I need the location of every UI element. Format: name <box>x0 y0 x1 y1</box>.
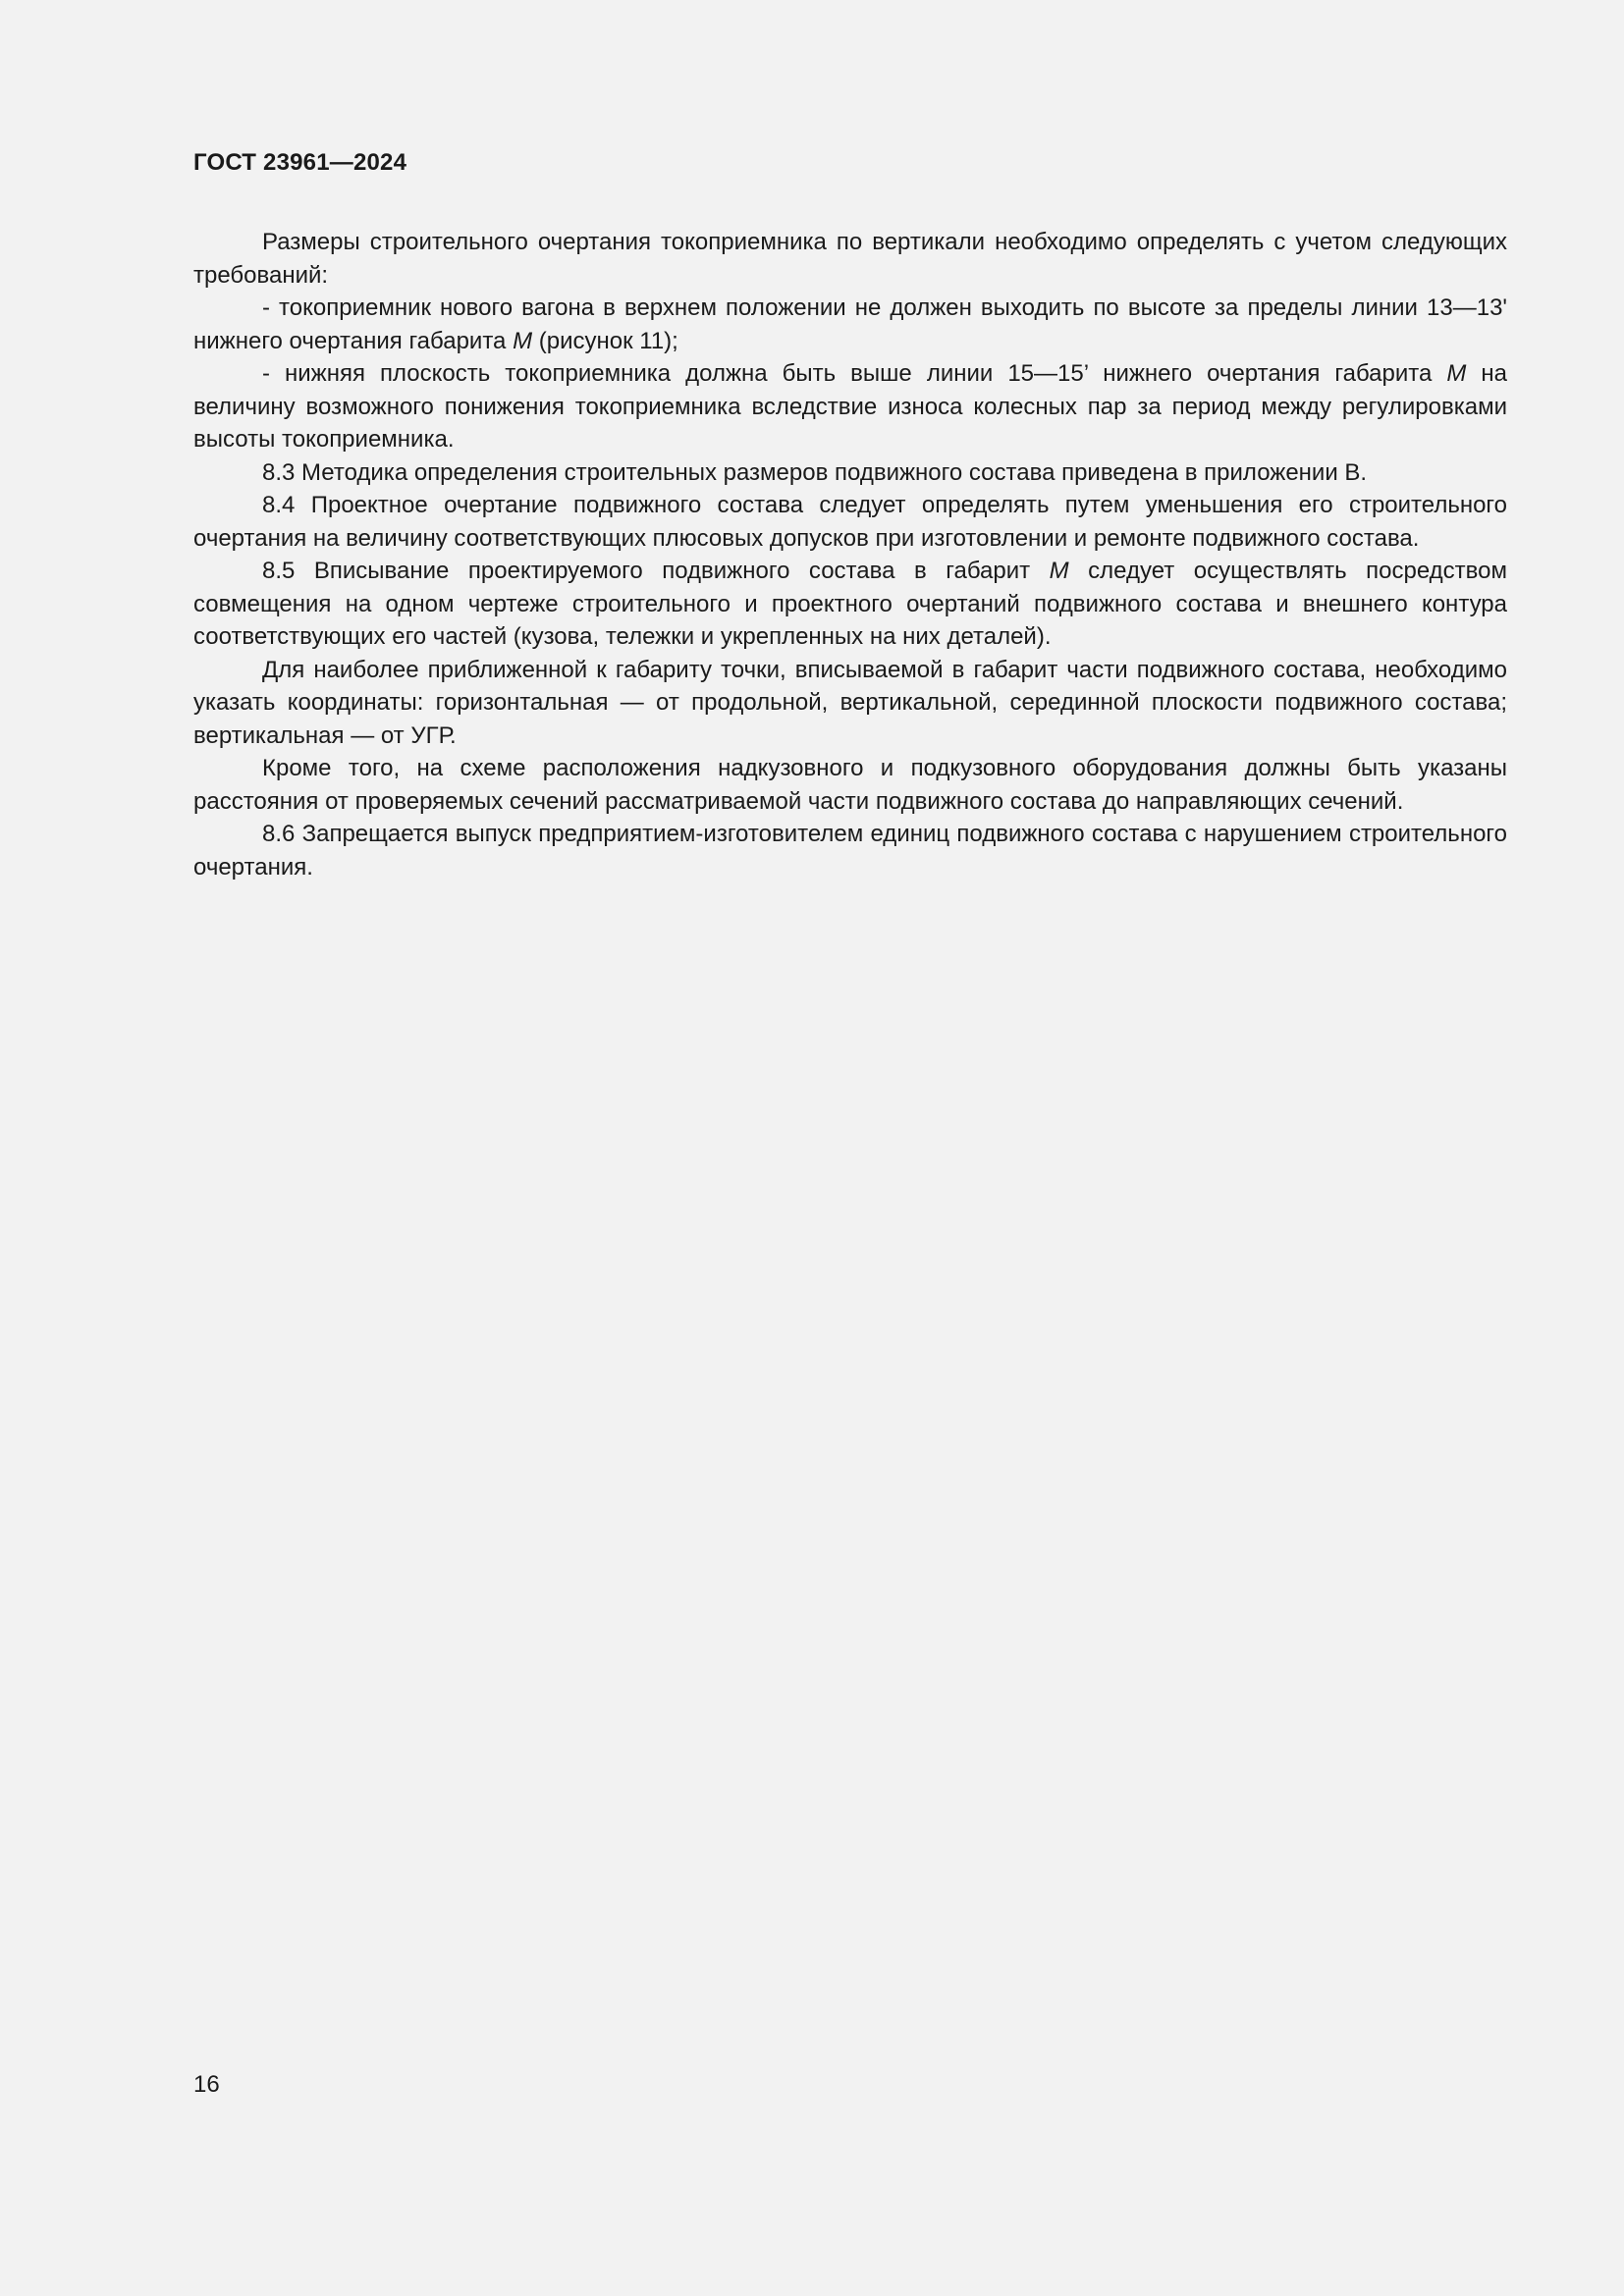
paragraph-tokopriemnik-intro: Размеры строительного очертания токоприемника по вертикали необходимо определять с учетом следующих требований: <box>193 229 1507 289</box>
paragraph-requirement-upper-position <box>193 292 1507 357</box>
gabarit-symbol: М <box>1049 558 1069 584</box>
paragraph-8-3: 8.3 Методика определения строительных размеров подвижного состава приведена в приложении В. <box>262 458 1368 486</box>
paragraph-coordinates: Для наиболее приближенной к габариту точки, вписываемой в габарит части подвижного состава, необходимо указать координаты: горизонтальная — от продольной, вертикальной, серединной плоскости подвижного состава; вертикальная — от УГР. <box>193 656 1507 749</box>
gabarit-symbol: М <box>513 327 533 354</box>
paragraph-requirement-lower-plane <box>193 357 1507 456</box>
page-number: 16 <box>193 2071 220 2098</box>
paragraph-8-4: 8.4 Проектное очертание подвижного состава следует определять путем уменьшения его строительного очертания на величину соответствующих плюсовых допусков при изготовлении и ремонте подвижного состава. <box>193 492 1507 552</box>
document-body <box>193 226 1507 883</box>
text-fragment: 8.5 Вписывание проектируемого подвижного состава в габарит <box>262 558 1050 584</box>
text-fragment: - токоприемник нового вагона в верхнем положении не должен выходить по высоте за пределы линии 13—13' нижнего очертания габарита <box>193 294 1507 354</box>
text-fragment: (рисунок 11); <box>532 327 678 354</box>
text-fragment: - нижняя плоскость токоприемника должна быть выше линии 15—15’ нижнего очертания габарита <box>262 360 1447 387</box>
document-code-header: ГОСТ 23961—2024 <box>193 149 407 176</box>
paragraph-8-5 <box>193 555 1507 654</box>
text-fragment: на величину возможного понижения токоприемника вследствие износа колесных пар за период между регулировками высоты токоприемника. <box>193 360 1507 453</box>
paragraph-equipment-scheme: Кроме того, на схеме расположения надкузовного и подкузовного оборудования должны быть указаны расстояния от проверяемых сечений рассматриваемой части подвижного состава до направляющих сечений. <box>193 755 1507 815</box>
paragraph-8-6: 8.6 Запрещается выпуск предприятием-изготовителем единиц подвижного состава с нарушением строительного очертания. <box>193 821 1507 881</box>
gabarit-symbol: М <box>1446 360 1467 387</box>
text-fragment: следует осуществлять посредством совмещения на одном чертеже строительного и проектного очертаний подвижного состава и внешнего контура соответствующих его частей (кузова, тележки и укрепленных на них деталей). <box>193 558 1508 650</box>
